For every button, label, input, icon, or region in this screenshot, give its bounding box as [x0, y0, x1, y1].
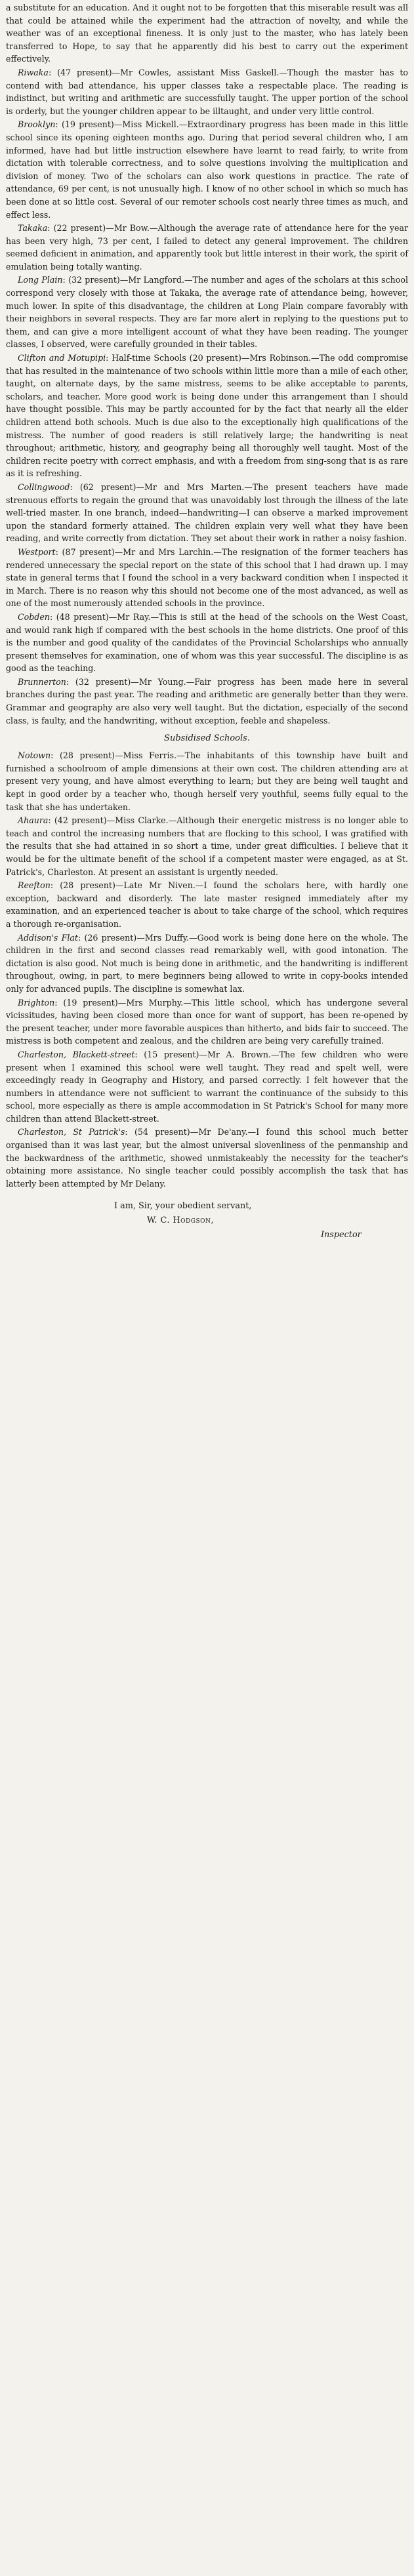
school-name: Charleston, St Patrick's	[18, 1127, 125, 1137]
school-name: Reefton	[18, 880, 51, 891]
school-report-text: (42 present)—Miss Clarke.—Although their energetic mistress is no longer able to teach and control the increasing numbers that are flocking to this school, I was gratified with the results that she had attained in so short a time, under great difficulties. I believe that it would be for the ultimate benefit of the school if a competent master were engaged, as at St. Patrick's, Charleston. At present an assistant is urgently needed.	[6, 815, 409, 877]
school-name: Brighton	[18, 997, 55, 1008]
school-report-text: (26 present)—Mrs Duffy.—Good work is being done here on the whole. The children in the first and second classes read remarkably well, with good intonation. The dictation is also good. Not much is being done in arithmetic, and the handwriting is indifferent throughout, owing, in part, to mere beginners being allowed to write in copy-books intended only for advanced pupils. The discipline is somewhat lax.	[6, 932, 408, 994]
school-name: Brooklyn	[18, 119, 56, 130]
school-name: Charleston, Blackett-street	[18, 1049, 135, 1059]
school-report-long-plain: Long Plain: (32 present)—Mr Langford.—The number and ages of the scholars at this school correspond very closely with those at Takaka, the average rate of attendance being, however, much lower. In spite of this disadvantage, the children at Long Plain compare favorably with their neighbors in several respects. They are far more alert in replying to the questions put to them, and can give a more intelligent account of what they have been reading. The younger classes, I observed, were carefully grounded in their tables.	[6, 275, 408, 350]
school-report-cobden: Cobden: (48 present)—Mr Ray.—This is still at the head of the schools on the West Coast, and would rank high if compared with the best schools in the home districts. One proof of this is the number and good quality of the candidates of the Provincial Scholarships who annually present themselves for examination, one of whom was this year successful. The discipline is as good as the teaching.	[6, 611, 408, 674]
school-name: Takaka	[18, 223, 48, 234]
school-name: Riwaka	[18, 67, 49, 77]
school-report-text: (28 present)—Miss Ferris.—The inhabitants of this township have built and furnished a schoolroom of ample dimensions at their own cost. The children attending are at present very young, and have almost everything to learn; but they are being well taught and kept in good order by a teacher who, though herself very youthful, seems fully equal to the task that she has undertaken.	[6, 750, 408, 812]
school-report-takaka: Takaka: (22 present)—Mr Bow.—Although the average rate of attendance here for the year has been very high, 73 per cent, I failed to detect any general improvement. The children seemed deficient in animation, and apparently took but little interest in their work, the spirit of emulation being totally wanting.	[6, 223, 409, 272]
school-report-text: (19 present)—Mrs Murphy.—This little school, which has undergone several vicissitudes, having been closed more than once for want of support, has been re-opened by the present teacher, under more favorable auspices than hitherto, and bids fair to succeed. The mistress is both competent and zealous, and the children are being very carefully trained.	[6, 997, 408, 1046]
school-report-text: (28 present)—Late Mr Niven.—I found the scholars here, with hardly one exception, backward and disorderly. The late master resigned immediately after my examination, and an experienced teacher is about to take charge of the school, which requires a thorough re-organisation.	[6, 880, 408, 929]
closing-salutation: I am, Sir, your obedient servant,	[114, 1201, 252, 1212]
intro-paragraph: a substitute for an education. And it ought not to be forgotten that this miserable result was all that could be attained while the experiment had the attraction of novelty, and while the weather was of an exceptional fineness. It is only just to the master, who has lately been transferred to Hope, to say that he apparently did his best to carry out the experiment effectively.	[6, 3, 408, 64]
school-report-text: (15 present)—Mr A. Brown.—The few children who were present when I examined this school were well taught. They read and spelt well, were exceedingly ready in Geography and History, and parsed correctly. I felt however that the numbers in attendance were not sufficient to warrant the continuance of the subsidy to this school, more especially as there is ample accommodation in St Patrick's School for many more children than attend Blackett-street.	[6, 1049, 408, 1124]
school-name: Cobden	[18, 611, 50, 622]
section-heading: Subsidised Schools.	[164, 733, 250, 744]
school-report-westport: Westport: (87 present)—Mr and Mrs Larchin.—The resignation of the former teachers has rendered unnecessary the special report on the state of this school that I had drawn up. I may state in general terms that I found the school in a very backward condition when I inspected it in March. There is no reason why this should not become one of the most advanced, as well as one of the most numerously attended schools in the province.	[6, 546, 409, 609]
school-report-ahaura: Ahaura: (42 present)—Miss Clarke.—Although their energetic mistress is no longer able to teach and control the increasing numbers that are flocking to this school, I was gratified with the results that she had attained in so short a time, under great difficulties. I believe that it would be for the ultimate benefit of the school if a competent master were engaged, as at St. Patrick's, Charleston. At present an assistant is urgently needed.	[6, 815, 409, 877]
school-name: Westport	[18, 546, 56, 557]
school-report-addisons-flat: Addison's Flat: (26 present)—Mrs Duffy.—Good work is being done here on the whole. The children in the first and second classes read remarkably well, with good intonation. The dictation is also good. Not much is being done in arithmetic, and the handwriting is indifferent throughout, owing, in part, to mere beginners being allowed to write in copy-books intended only for advanced pupils. The discipline is somewhat lax.	[6, 932, 408, 994]
school-report-text: (32 present)—Mr Langford.—The number and ages of the scholars at this school correspond very closely with those at Takaka, the average rate of attendance being, however, much lower. In spite of this disadvantage, the children at Long Plain compare favorably with their neighbors in several respects. They are far more alert in replying to the questions put to them, and can give a more intelligent account of what they have been reading. The younger classes, I observed, were carefully grounded in their tables.	[6, 275, 408, 350]
school-report-brooklyn: Brooklyn: (19 present)—Miss Mickell.—Extraordinary progress has been made in this little school since its opening eighteen months ago. During that period several children who, I am informed, have had but little instruction elsewhere have learnt to read fairly, to write from dictation with tolerable correctness, and to solve questions involving the multiplication and division of money. Two of the scholars can also work questions in practice. The rate of attendance, 69 per cent, is not unusually high. I know of no other school in which so much has been done at so little cost. Several of our remoter schools cost nearly three times as much, and effect less.	[6, 119, 408, 220]
school-report-text: (47 present)—Mr Cowles, assistant Miss Gaskell.—Though the master has to contend with bad attendance, his upper classes take a respectable place. The reading is indistinct, but writing and arithmetic are successfully taught. The upper portion of the school is orderly, but the younger children appear to be illtaught, and under very little control.	[6, 67, 408, 116]
school-report-text: (87 present)—Mr and Mrs Larchin.—The resignation of the former teachers has rendered unnecessary the special report on the state of this school that I had drawn up. I may state in general terms that I found the school in a very backward condition when I inspected it in March. There is no reason why this should not become one of the most advanced, as well as one of the most numerously attended schools in the province.	[6, 546, 409, 609]
school-name: Addison's Flat	[18, 932, 78, 943]
school-name: Long Plain	[18, 275, 63, 285]
school-report-text: (62 present)—Mr and Mrs Marten.—The present teachers have made strenuous efforts to regain the ground that was unavoidably lost through the illness of the late well-tried master. In one branch, indeed—handwriting—I can observe a marked improvement upon the standard formerly attained. The children explain very well what they have been reading, and write correctly from dictation. They set about their work in rather a noisy fashion.	[6, 481, 408, 544]
school-report-charleston-st-patricks: Charleston, St Patrick's: (54 present)—Mr De'any.—I found this school much better organised than it was last year, but the almost universal slovenliness of the penmanship and the backwardness of the arithmetic, showed unmistakeably the necessity for the teacher's obtaining more assistance. No single teacher could possibly accomplish the task that has latterly been attempted by Mr Delany.	[6, 1127, 408, 1189]
school-report-brighton: Brighton: (19 present)—Mrs Murphy.—This little school, which has undergone several vicissitudes, having been closed more than once for want of support, has been re-opened by the present teacher, under more favorable auspices than hitherto, and bids fair to succeed. The mistress is both competent and zealous, and the children are being very carefully trained.	[6, 997, 408, 1046]
signatory-title: Inspector	[321, 1230, 362, 1240]
school-report-text: (54 present)—Mr De'any.—I found this school much better organised than it was last year, but the almost universal slovenliness of the penmanship and the backwardness of the arithmetic, showed unmistakeably the necessity for the teacher's obtaining more assistance. No single teacher could possibly accomplish the task that has latterly been attempted by Mr Delany.	[6, 1127, 408, 1189]
school-name: Brunnerton	[18, 676, 66, 687]
school-report-text: Half-time Schools (20 present)—Mrs Robinson.—The odd compromise that has resulted in the maintenance of two schools within little more than a mile of each other, taught, on alternate days, by the same mistress, seems to be alike acceptable to parents, scholars, and teacher. More good work is being done under this arrangement than I should have thought possible. This may be partly accounted for by the fact that nearly all the elder children attend both schools. Much is due also to the exceptionally high qualifications of the mistress. The number of good readers is still relatively large; the handwriting is neat throughout; arithmetic, history, and geography being all thoroughly well taught. Most of the children recite poetry with correct emphasis, and with a freedom from sing-song that is as rare as it is refreshing.	[6, 353, 408, 479]
school-report-clifton-motupipi: Clifton and Motupipi: Half-time Schools (20 present)—Mrs Robinson.—The odd compromise that has resulted in the maintenance of two schools within little more than a mile of each other, taught, on alternate days, by the same mistress, seems to be alike acceptable to parents, scholars, and teacher. More good work is being done under this arrangement than I should have thought possible. This may be partly accounted for by the fact that nearly all the elder children attend both schools. Much is due also to the exceptionally high qualifications of the mistress. The number of good readers is still relatively large; the handwriting is neat throughout; arithmetic, history, and geography being all thoroughly well taught. Most of the children recite poetry with correct emphasis, and with a freedom from sing-song that is as rare as it is refreshing.	[6, 353, 408, 479]
school-report-text: (48 present)—Mr Ray.—This is still at the head of the schools on the West Coast, and would rank high if compared with the best schools in the home districts. One proof of this is the number and good quality of the candidates of the Provincial Scholarships who annually present themselves for examination, one of whom was this year successful. The discipline is as good as the teaching.	[6, 611, 408, 674]
school-report-text: (19 present)—Miss Mickell.—Extraordinary progress has been made in this little school since its opening eighteen months ago. During that period several children who, I am informed, have had but little instruction elsewhere have learnt to read fairly, to write from dictation with tolerable correctness, and to solve questions involving the multiplication and division of money. Two of the scholars can also work questions in practice. The rate of attendance, 69 per cent, is not unusually high. I know of no other school in which so much has been done at so little cost. Several of our remoter schools cost nearly three times as much, and effect less.	[6, 119, 408, 220]
school-name: Collingwood	[18, 481, 70, 492]
school-report-riwaka: Riwaka: (47 present)—Mr Cowles, assistant Miss Gaskell.—Though the master has to contend with bad attendance, his upper classes take a respectable place. The reading is indistinct, but writing and arithmetic are successfully taught. The upper portion of the school is orderly, but the younger children appear to be illtaught, and under very little control.	[6, 67, 408, 116]
school-name: Notown	[18, 750, 51, 761]
school-name: Clifton and Motupipi	[18, 353, 106, 363]
school-report-notown: Notown: (28 present)—Miss Ferris.—The inhabitants of this township have built and furnished a schoolroom of ample dimensions at their own cost. The children attending are at present very young, and have almost everything to learn; but they are being well taught and kept in good order by a teacher who, though herself very youthful, seems fully equal to the task that she has undertaken.	[6, 750, 408, 812]
school-report-text: (22 present)—Mr Bow.—Although the average rate of attendance here for the year has been very high, 73 per cent, I failed to detect any general improvement. The children seemed deficient in animation, and apparently took but little interest in their work, the spirit of emulation being totally wanting.	[6, 223, 409, 272]
school-name: Ahaura	[18, 815, 49, 826]
signature: W. C. Hodgson,	[147, 1216, 214, 1226]
school-report-charleston-blackett-street: Charleston, Blackett-street: (15 present)—Mr A. Brown.—The few children who were present when I examined this school were well taught. They read and spelt well, were exceedingly ready in Geography and History, and parsed correctly. I felt however that the numbers in attendance were not sufficient to warrant the continuance of the subsidy to this school, more especially as there is ample accommodation in St Patrick's School for many more children than attend Blackett-street.	[6, 1049, 408, 1124]
school-report-collingwood: Collingwood: (62 present)—Mr and Mrs Marten.—The present teachers have made strenuous efforts to regain the ground that was unavoidably lost through the illness of the late well-tried master. In one branch, indeed—handwriting—I can observe a marked improvement upon the standard formerly attained. The children explain very well what they have been reading, and write correctly from dictation. They set about their work in rather a noisy fashion.	[6, 481, 408, 544]
school-report-brunnerton: Brunnerton: (32 present)—Mr Young.—Fair progress has been made here in several branches during the past year. The reading and arithmetic are generally better than they were. Grammar and geography are also very well taught. But the dictation, especially of the second class, is faulty, and the handwriting, without exception, feeble and shapeless.	[6, 676, 408, 726]
school-report-text: (32 present)—Mr Young.—Fair progress has been made here in several branches during the past year. The reading and arithmetic are generally better than they were. Grammar and geography are also very well taught. But the dictation, especially of the second class, is faulty, and the handwriting, without exception, feeble and shapeless.	[6, 676, 408, 726]
letter-closing	[6, 1199, 408, 1242]
school-report-reefton: Reefton: (28 present)—Late Mr Niven.—I found the scholars here, with hardly one exception, backward and disorderly. The late master resigned immediately after my examination, and an experienced teacher is about to take charge of the school, which requires a thorough re-organisation.	[6, 880, 408, 929]
